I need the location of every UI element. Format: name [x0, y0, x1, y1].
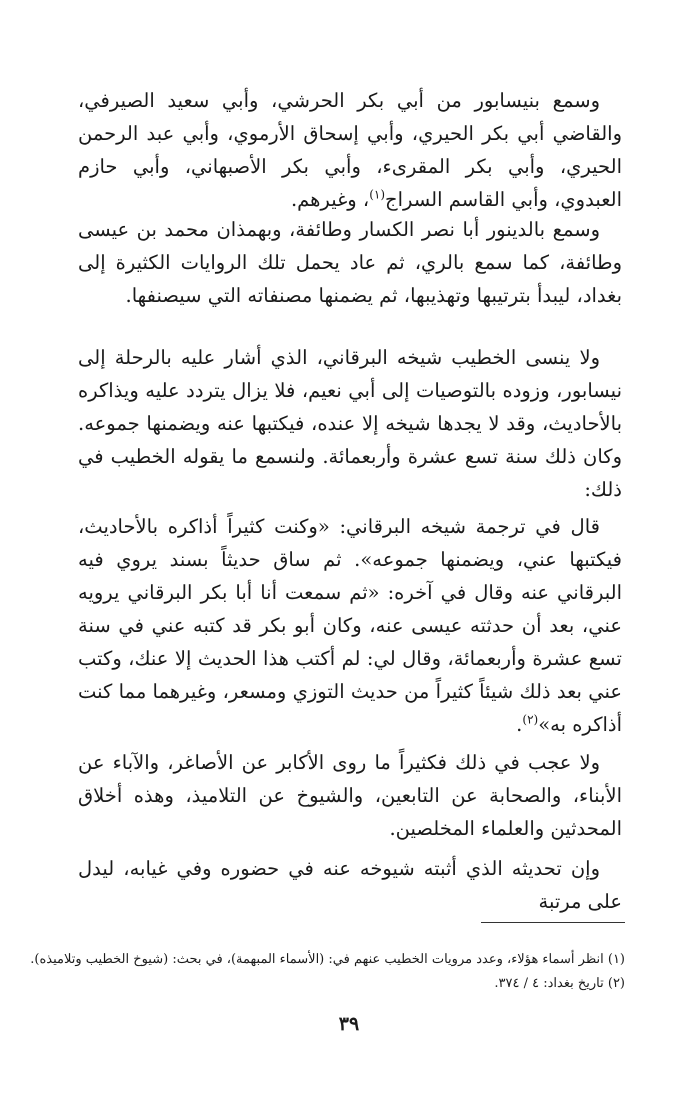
paragraph-1-text: وسمع بنيسابور من أبي بكر الحرشي، وأبي سعيد الصيرفي، والقاضي أبي بكر الحيري، وأبي إسحاق الأرموي، وأبي عبد الرحمن الحيري، وأبي بكر المقرىء، وأبي بكر الأصبهاني، وأبي حازم العبدوي، وأبي القاسم السراج [78, 89, 622, 211]
footnote-separator [481, 922, 625, 923]
paragraph-3 [78, 341, 622, 506]
paragraph-1 [78, 84, 622, 216]
footnote-ref-2: (٢) [522, 712, 539, 727]
paragraph-6 [78, 852, 622, 918]
footnote-2: (٢) تاريخ بغداد: ٤ / ٣٧٤. [494, 976, 625, 991]
footnotes [30, 948, 625, 996]
paragraph-5 [78, 746, 622, 845]
paragraph-6-text: وإن تحديثه الذي أثبته شيوخه عنه في حضوره وفي غيابه، ليدل على مرتبة [78, 857, 622, 913]
paragraph-4 [78, 510, 622, 741]
paragraph-5-text: ولا عجب في ذلك فكثيراً ما روى الأكابر عن الأصاغر، والآباء عن الأبناء، والصحابة عن التابعين، والشيوخ عن التلاميذ، وهذه أخلاق المحدثين والعلماء المخلصين. [78, 751, 622, 840]
paragraph-4-text: قال في ترجمة شيخه البرقاني: «وكنت كثيراً أذاكره بالأحاديث، فيكتبها عني، ويضمنها جموعه». ثم ساق حديثاً بسند يروي فيه البرقاني عنه وقال في آخره: «ثم سمعت أنا أبا بكر البرقاني يرويه عني، بعد أن حدثته عيسى عنه، وكان أبو بكر قد كتبه عني في سنة تسع عشرة وأربعمائة، وقال لي: لم أكتب هذا الحديث إلا عنك، وكتب عني بعد ذلك شيئاً كثيراً من حديث التوزي ومسعر، وغيرهما مما كنت أذاكره به» [78, 515, 622, 736]
paragraph-4-tail: . [516, 713, 523, 736]
footnote-1: (١) انظر أسماء هؤلاء، وعدد مرويات الخطيب عنهم في: (الأسماء المبهمة)، في بحث: (شيوخ الخطيب وتلاميذه). [30, 952, 625, 967]
page-number: ٣٩ [338, 1013, 360, 1035]
paragraph-3-text: ولا ينسى الخطيب شيخه البرقاني، الذي أشار عليه بالرحلة إلى نيسابور، وزوده بالتوصيات إلى أبي نعيم، فلا يزال يتردد عليه ويذاكره بالأحاديث، وقد لا يجدها شيخه إلا عنده، فيكتبها عنه ويضمنها جموعه. وكان ذلك سنة تسع عشرة وأربعمائة. ولنسمع ما يقوله الخطيب في ذلك: [78, 346, 622, 501]
footnote-ref-1: (١) [369, 187, 386, 202]
paragraph-2-text: وسمع بالدينور أبا نصر الكسار وطائفة، وبهمذان محمد بن عيسى وطائفة، كما سمع بالري، ثم عاد يحمل تلك الروايات الكثيرة إلى بغداد، ليبدأ بترتيبها وتهذيبها، ثم يضمنها مصنفاته التي سيصنفها. [78, 218, 622, 307]
paragraph-1-tail: ، وغيرهم. [290, 188, 370, 211]
paragraph-2 [78, 213, 622, 312]
